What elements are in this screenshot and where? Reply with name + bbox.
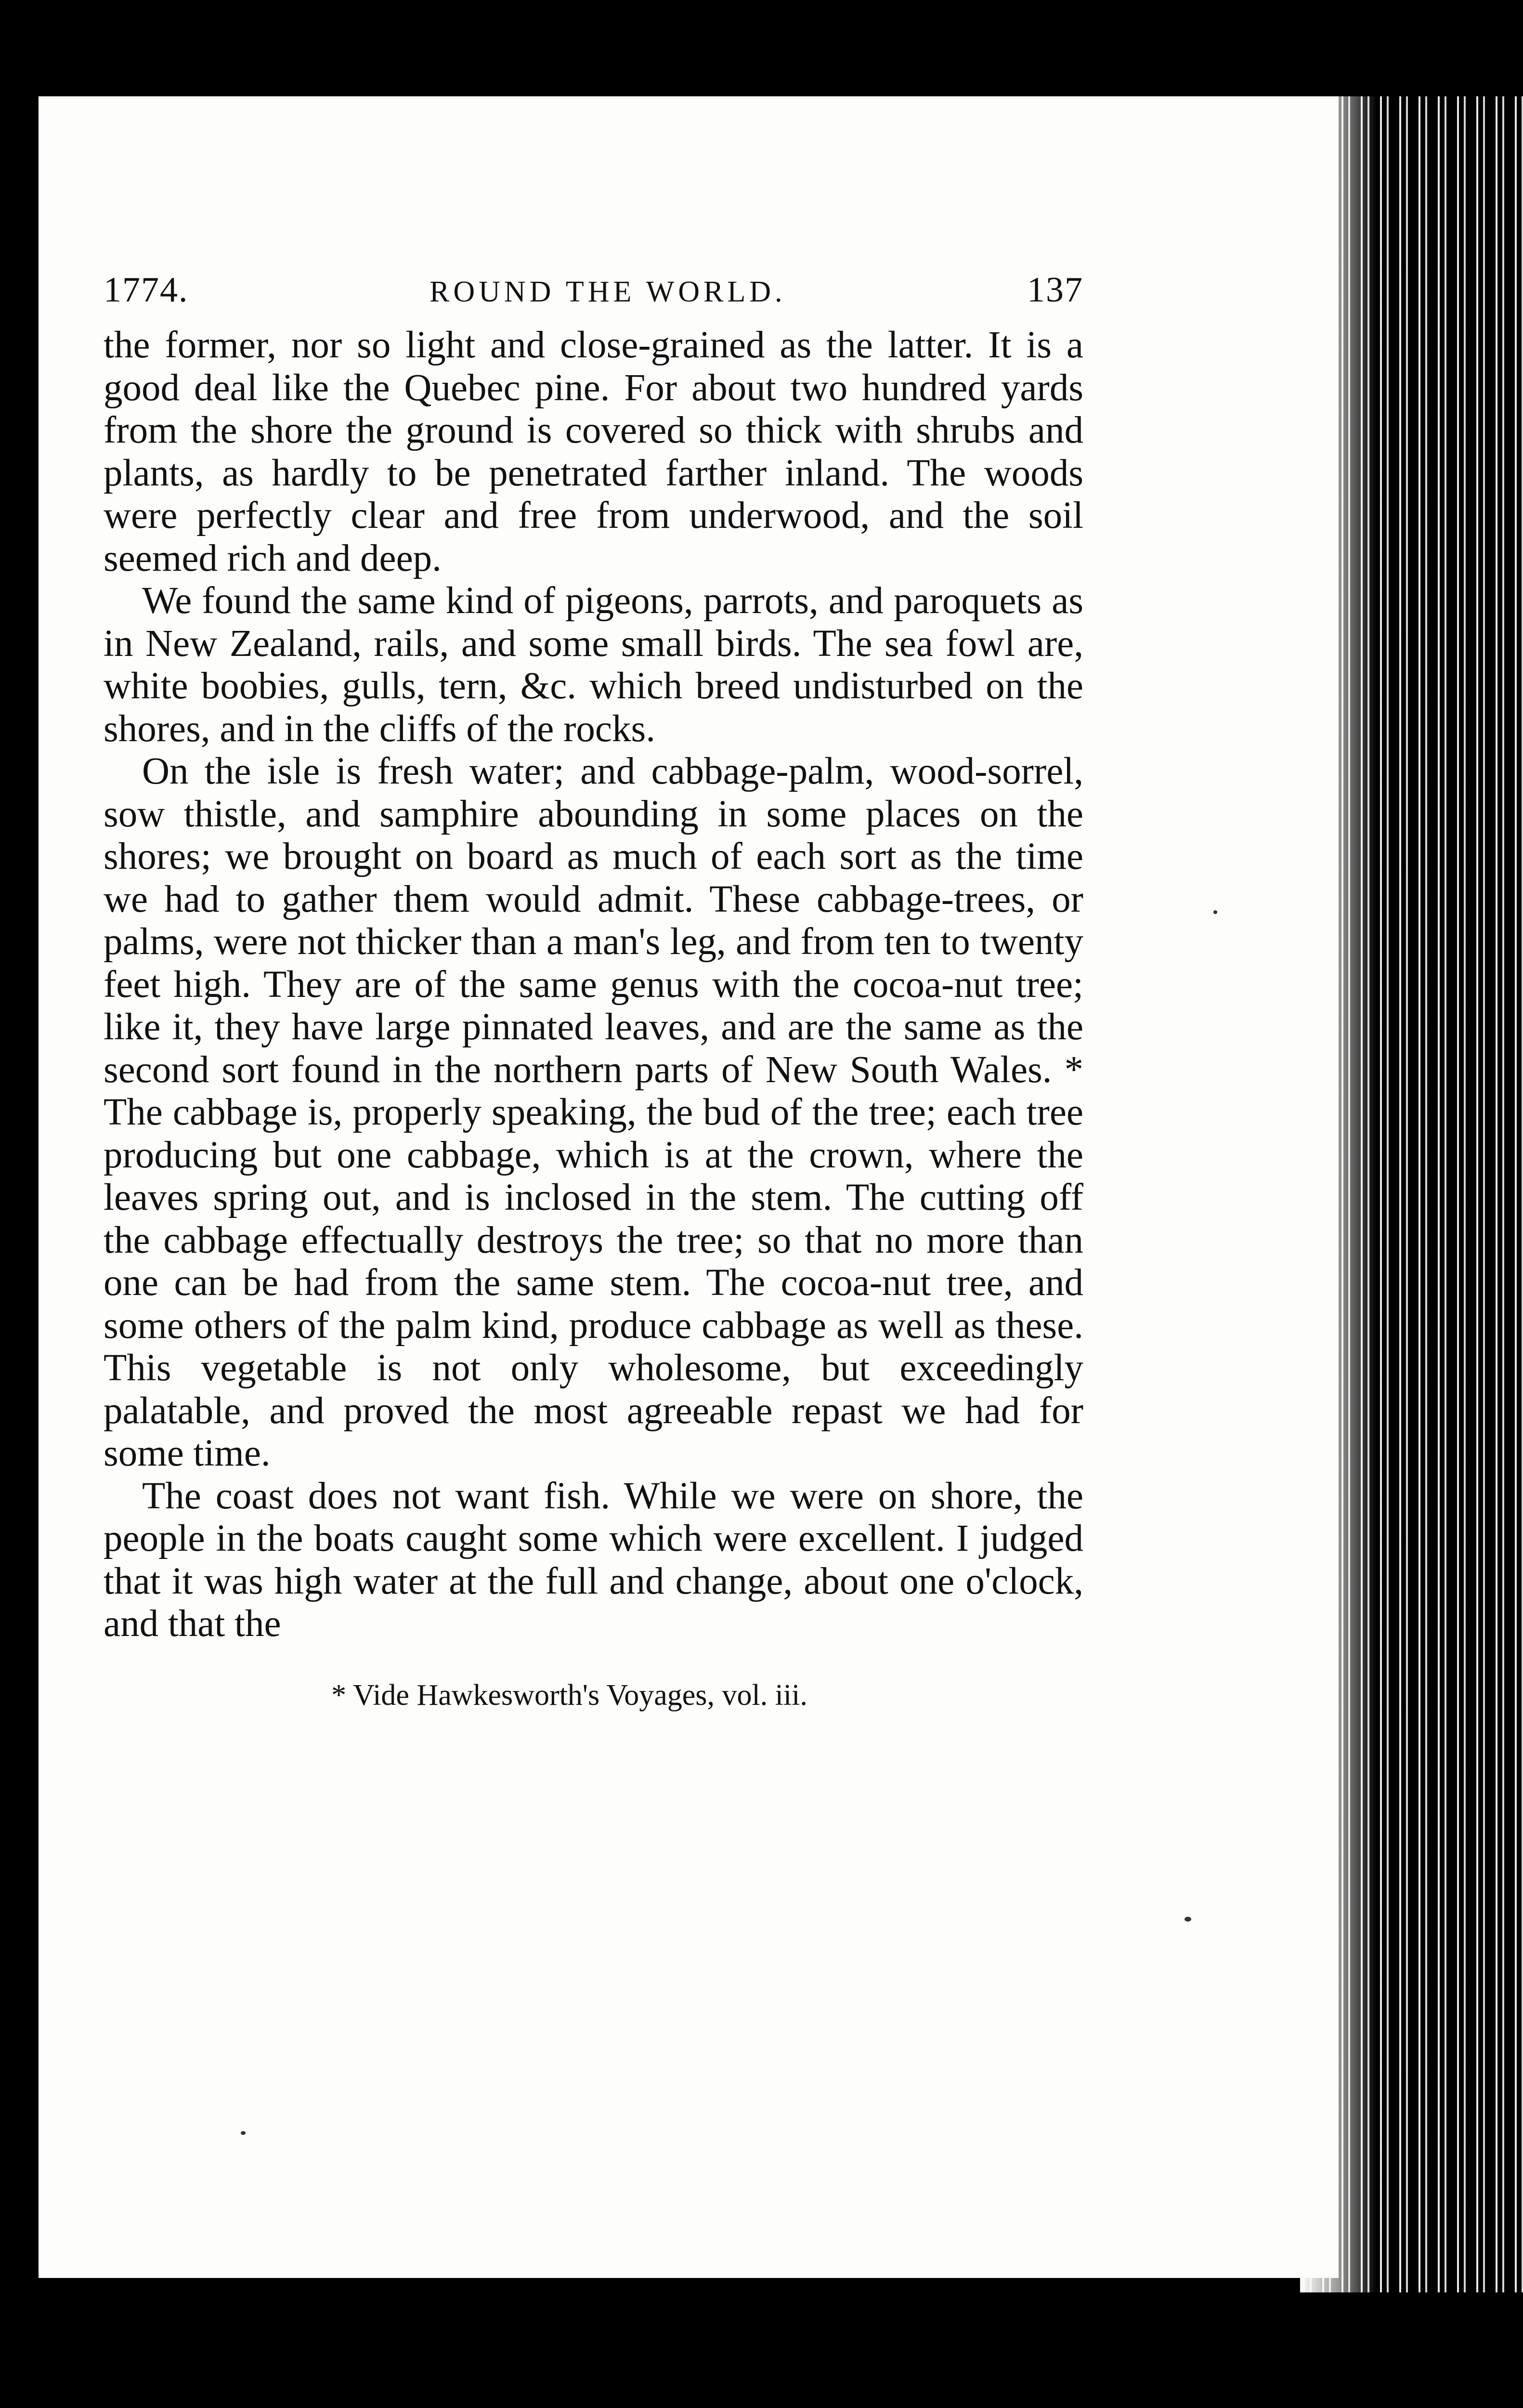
body-text <box>104 324 1083 1646</box>
footnote-mark: * <box>331 1678 347 1712</box>
page-edge-fade <box>1300 96 1377 2292</box>
running-head <box>104 270 1083 311</box>
page-number: 137 <box>1027 270 1083 310</box>
footnote <box>104 1678 1083 1713</box>
page-text-block <box>104 270 1083 1713</box>
scan-speck <box>1185 1917 1191 1922</box>
paragraph-3: On the isle is fresh water; and cabbage-palm, wood-sorrel, sow thistle, and samphire abounding in some places on the shores; we brought on board as much of each sort as the time we had to gather them would admit. These cabbage-trees, or palms, were not thicker than a man's leg, and from ten to twenty feet high. They are of the same genus with the cocoa-nut tree; like it, they have large pinnated leaves, and are the same as the second sort found in the northern parts of New South Wales. * The cabbage is, properly speaking, the bud of the tree; each tree producing but one cabbage, which is at the crown, where the leaves spring out, and is inclosed in the stem. The cutting off the cabbage effectually destroys the tree; so that no more than one can be had from the same stem. The cocoa-nut tree, and some others of the palm kind, produce cabbage as well as these. This vegetable is not only wholesome, but exceedingly palatable, and proved the most agreeable repast we had for some time. <box>104 750 1083 1474</box>
scan-speck <box>1213 910 1217 914</box>
footnote-text: Vide Hawkesworth's Voyages, vol. iii. <box>353 1678 807 1712</box>
paragraph-1: the former, nor so light and close-grained as the latter. It is a good deal like the Quebec pine. For about two hundred yards from the shore the ground is covered so thick with shrubs and plants, as hardly to be penetrated farther inland. The woods were perfectly clear and free from underwood, and the soil seemed rich and deep. <box>104 324 1083 579</box>
book-page <box>39 96 1339 2278</box>
running-head-year: 1774. <box>104 270 189 310</box>
paragraph-4: The coast does not want fish. While we were on shore, the people in the boats caught some which were excellent. I judged that it was high water at the full and change, about one o'clock, and that the <box>104 1475 1083 1645</box>
scan-speck <box>241 2131 246 2135</box>
paragraph-2: We found the same kind of pigeons, parrots, and paroquets as in New Zealand, rails, and some small birds. The sea fowl are, white boobies, gulls, tern, &c. which breed undisturbed on the shores, and in the cliffs of the rocks. <box>104 580 1083 750</box>
scan-border-left <box>0 0 39 2408</box>
running-head-title: ROUND THE WORLD. <box>429 275 786 308</box>
